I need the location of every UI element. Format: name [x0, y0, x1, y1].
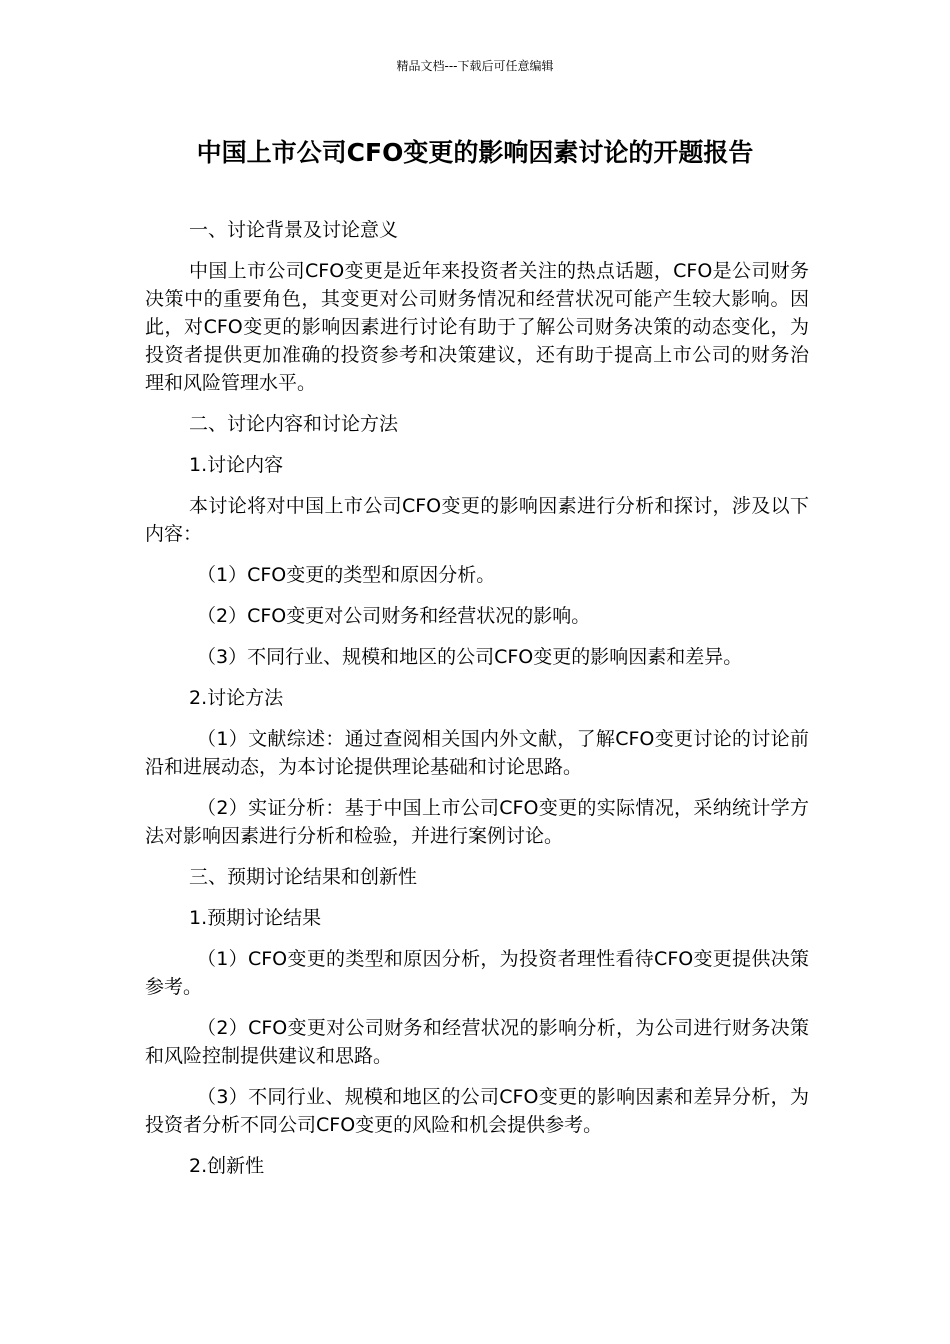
body-paragraph-content-intro: 本讨论将对中国上市公司CFO变更的影响因素进行分析和探讨，涉及以下内容：: [145, 495, 809, 545]
list-item: （3）不同行业、规模和地区的公司CFO变更的影响因素和差异分析，为投资者分析不同公司CFO变更的风险和机会提供参考。: [145, 1086, 809, 1136]
document-title: 中国上市公司CFO变更的影响因素讨论的开题报告: [196, 138, 754, 167]
subsection-heading-method: 2.讨论方法: [189, 687, 284, 709]
list-item: （2）CFO变更对公司财务和经营状况的影响。: [197, 605, 591, 627]
list-item: （1）文献综述：通过查阅相关国内外文献，了解CFO变更讨论的讨论前沿和进展动态，为本讨论提供理论基础和讨论思路。: [145, 728, 809, 778]
subsection-heading-content: 1.讨论内容: [189, 454, 284, 476]
list-item: （1）CFO变更的类型和原因分析，为投资者理性看待CFO变更提供决策参考。: [145, 948, 809, 998]
subsection-heading-results: 1.预期讨论结果: [189, 907, 322, 929]
list-item: （2）实证分析：基于中国上市公司CFO变更的实际情况，采纳统计学方法对影响因素进行分析和检验，并进行案例讨论。: [145, 797, 809, 847]
page-header-note: 精品文档---下载后可任意编辑: [396, 59, 554, 73]
section-heading-3: 三、预期讨论结果和创新性: [189, 866, 418, 888]
section-heading-2: 二、讨论内容和讨论方法: [189, 413, 399, 435]
subsection-heading-innovation: 2.创新性: [189, 1155, 265, 1177]
body-paragraph-background: 中国上市公司CFO变更是近年来投资者关注的热点话题，CFO是公司财务决策中的重要角色，其变更对公司财务情况和经营状况可能产生较大影响。因此，对CFO变更的影响因素进行讨论有助于了解公司财务决策的动态变化，为投资者提供更加准确的投资参考和决策建议，还有助于提高上市公司的财务治理和风险管理水平。: [145, 260, 809, 394]
document-body: [145, 216, 809, 1193]
list-item: （2）CFO变更对公司财务和经营状况的影响分析，为公司进行财务决策和风险控制提供建议和思路。: [145, 1017, 809, 1067]
list-item: （3）不同行业、规模和地区的公司CFO变更的影响因素和差异。: [197, 646, 743, 668]
list-item: （1）CFO变更的类型和原因分析。: [197, 564, 496, 586]
section-heading-1: 一、讨论背景及讨论意义: [189, 219, 399, 241]
